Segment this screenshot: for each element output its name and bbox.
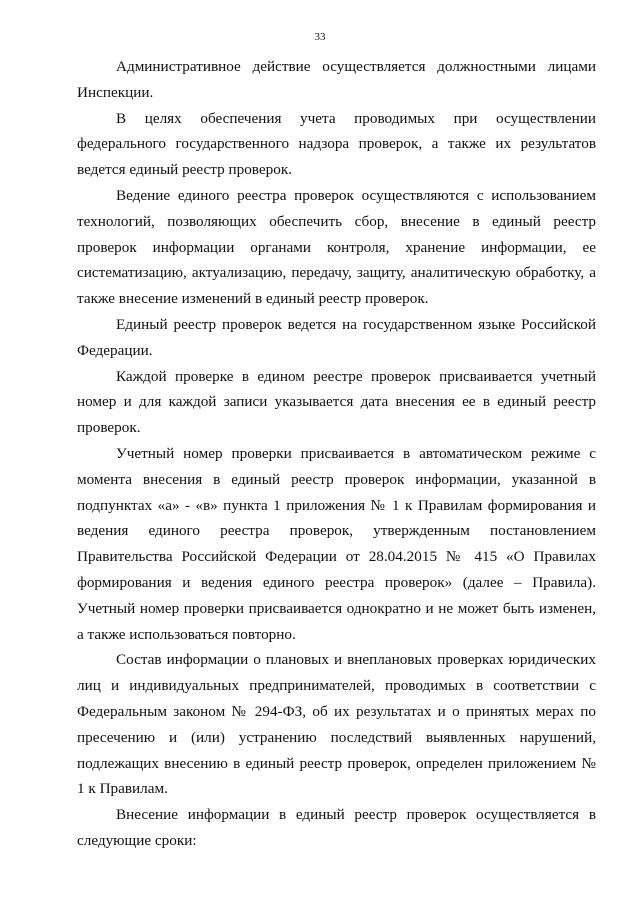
paragraph: Административное действие осуществляется должностными лицами Инспекции. <box>77 58 596 101</box>
document-body <box>77 54 596 854</box>
paragraph: Состав информации о плановых и внеплановых проверках юридических лиц и индивидуальных предпринимателей, проводимых в соответствии с Федеральным законом № 294-ФЗ, об их результатах и о принятых мерах по пресечению и (или) устранению последствий выявленных нарушений, подлежащих внесению в единый реестр проверок, определен приложением № 1 к Правилам. <box>77 651 596 798</box>
paragraph: Единый реестр проверок ведется на государственном языке Российской Федерации. <box>77 315 596 359</box>
paragraph: Ведение единого реестра проверок осуществляются с использованием технологий, позволяющих обеспечить сбор, внесение в единый реестр проверок информации органами контроля, хранение информации, ее систематизацию, актуализацию, передачу, защиту, аналитическую обработку, а также внесение изменений в единый реестр проверок. <box>77 186 596 308</box>
paragraph: Каждой проверке в едином реестре проверок присваивается учетный номер и для каждой записи указывается дата внесения ее в единый реестр проверок. <box>77 367 596 437</box>
paragraph: Учетный номер проверки присваивается в автоматическом режиме с момента внесения в единый реестр проверок информации, указанной в подпунктах «а» - «в» пункта 1 приложения № 1 к Правилам формирования и ведения единого реестра проверок, утвержденным постановлением Правительства Российской Федерации от 28.04.2015 № 415 «О Правилах формирования и ведения единого реестра проверок» (далее – Правила). Учетный номер проверки присваивается однократно и не может быть изменен, а также использоваться повторно. <box>77 444 596 643</box>
paragraph: В целях обеспечения учета проводимых при осуществлении федерального государственного надзора проверок, а также их результатов ведется единый реестр проверок. <box>77 109 596 179</box>
paragraph: Внесение информации в единый реестр проверок осуществляется в следующие сроки: <box>77 806 596 849</box>
page-number: 33 <box>314 31 326 43</box>
